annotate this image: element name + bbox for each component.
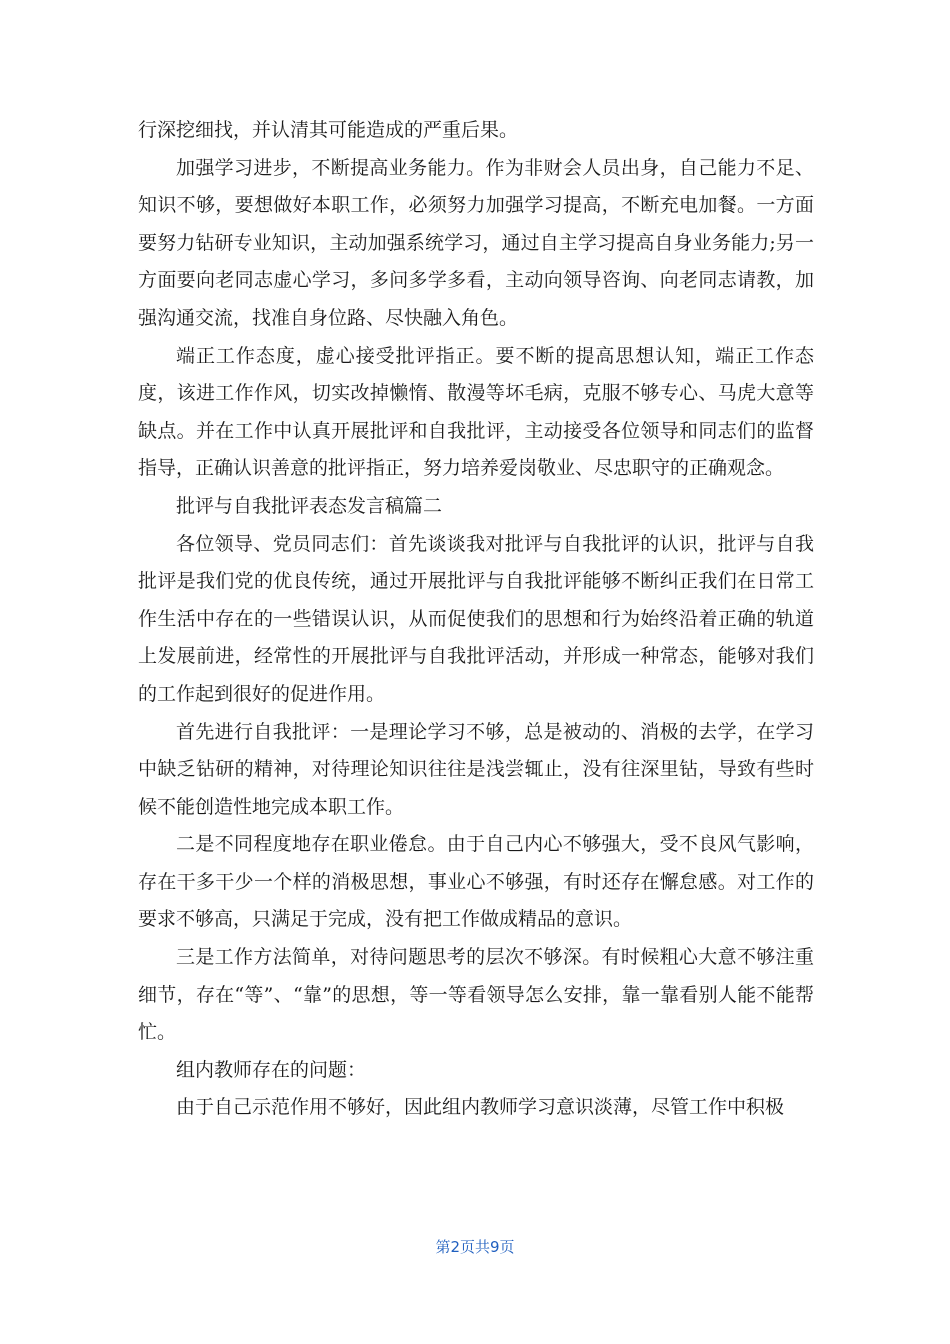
paragraph-8: 三是工作方法简单，对待问题思考的层次不够深。有时候粗心大意不够注重细节，存在“等”、“靠”的思想，等一等看领导怎么安排，靠一靠看别人能不能帮忙。 [138, 946, 814, 1044]
section-heading: 批评与自我批评表态发言稿篇二 [176, 494, 443, 517]
paragraph-2: 加强学习进步，不断提高业务能力。作为非财会人员出身，自己能力不足、知识不够，要想做好本职工作，必须努力加强学习提高，不断充电加餐。一方面要努力钻研专业知识，主动加强系统学习，通过自主学习提高自身业务能力;另一方面要向老同志虚心学习，多问多学多看，主动向领导咨询、向老同志请教，加强沟通交流，找准自身位路、尽快融入角色。 [138, 156, 814, 329]
paragraph-3: 端正工作态度，虚心接受批评指正。要不断的提高思想认知，端正工作态度，该进工作作风，切实改掉懒惰、散漫等坏毛病，克服不够专心、马虎大意等缺点。并在工作中认真开展批评和自我批评，主动接受各位领导和同志们的监督指导，正确认识善意的批评指正，努力培养爱岗敬业、尽忠职守的正确观念。 [138, 344, 814, 480]
document-body [138, 112, 814, 1127]
paragraph-1: 行深挖细找，并认清其可能造成的严重后果。 [138, 119, 519, 141]
paragraph-6: 首先进行自我批评：一是理论学习不够，总是被动的、消极的去学，在学习中缺乏钻研的精神，对待理论知识往往是浅尝辄止，没有往深里钻，导致有些时候不能创造性地完成本职工作。 [138, 720, 814, 818]
paragraph-5: 各位领导、党员同志们：首先谈谈我对批评与自我批评的认识，批评与自我批评是我们党的优良传统，通过开展批评与自我批评能够不断纠正我们在日常工作生活中存在的一些错误认识，从而促使我们的思想和行为始终沿着正确的轨道上发展前进，经常性的开展批评与自我批评活动，并形成一种常态，能够对我们的工作起到很好的促进作用。 [138, 532, 814, 705]
paragraph-10: 由于自己示范作用不够好，因此组内教师学习意识淡薄，尽管工作中积极 [176, 1096, 785, 1119]
paragraph-9: 组内教师存在的问题： [176, 1058, 367, 1081]
page-number-footer: 第2页共9页 [435, 1238, 515, 1256]
paragraph-7: 二是不同程度地存在职业倦怠。由于自己内心不够强大，受不良风气影响，存在干多干少一个样的消极思想，事业心不够强，有时还存在懈怠感。对工作的要求不够高，只满足于完成，没有把工作做成精品的意识。 [138, 833, 814, 931]
